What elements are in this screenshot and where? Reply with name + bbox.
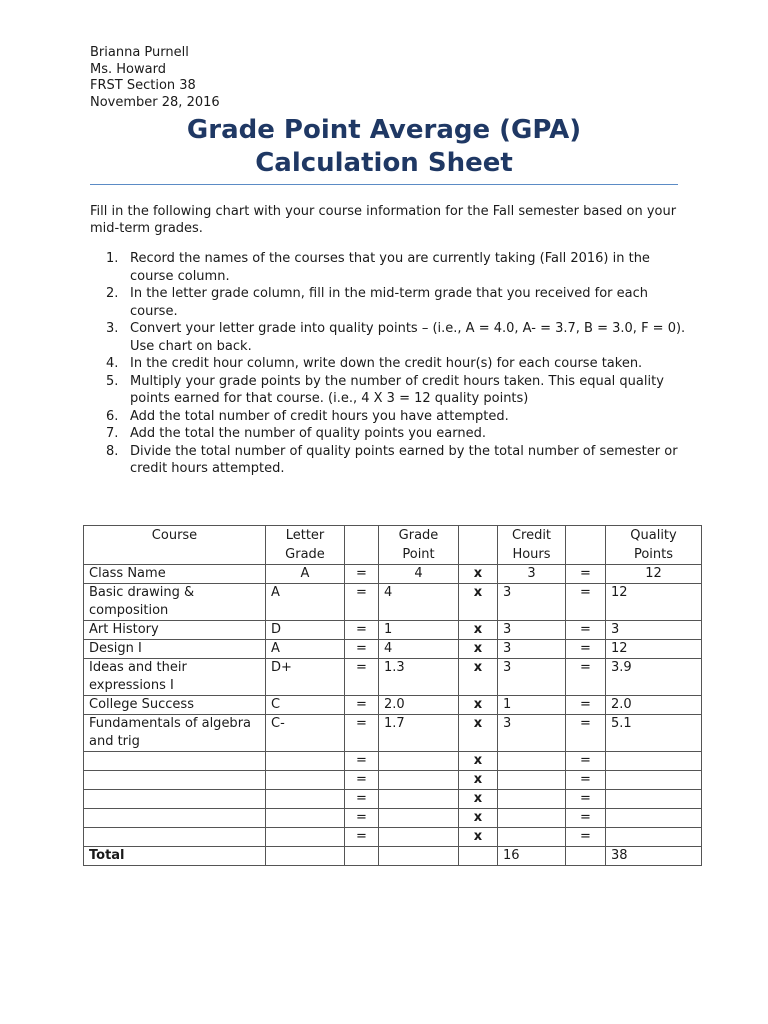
times-sign: x — [459, 809, 498, 828]
cell-quality-points: 12 — [606, 584, 702, 621]
cell-letter-grade: C- — [266, 715, 345, 752]
table-header-row — [84, 526, 702, 565]
instruction-text: In the credit hour column, write down the credit hour(s) for each course taken. — [130, 356, 643, 371]
cell-grade-point: 1.3 — [379, 659, 459, 696]
equals-sign: = — [566, 696, 606, 715]
times-sign: x — [459, 621, 498, 640]
document-date: November 28, 2016 — [90, 94, 220, 110]
instruction-item — [90, 285, 690, 320]
title-line-1: Grade Point Average (GPA) — [186, 115, 582, 145]
empty-row — [84, 771, 702, 790]
gpa-table — [83, 525, 702, 866]
cell-quality-points — [606, 752, 702, 771]
instruction-text: Divide the total number of quality points earned by the total number of semester or credit hours attempted. — [130, 443, 678, 476]
header-grade-point: Grade Point — [379, 526, 459, 565]
cell-letter-grade: A — [266, 565, 345, 584]
equals-sign: = — [566, 659, 606, 696]
page-title — [90, 114, 678, 180]
cell-grade-point: 4 — [379, 640, 459, 659]
equals-sign: = — [345, 584, 379, 621]
course-section: FRST Section 38 — [90, 78, 196, 93]
total-credit-hours: 16 — [498, 847, 566, 866]
header-spacer — [345, 526, 379, 565]
cell-course — [84, 771, 266, 790]
cell-credit-hours — [498, 752, 566, 771]
times-sign: x — [459, 771, 498, 790]
cell-letter-grade: D+ — [266, 659, 345, 696]
header-course: Course — [84, 526, 266, 565]
total-label: Total — [84, 847, 266, 866]
times-sign: x — [459, 584, 498, 621]
instruction-number: 4. — [106, 356, 119, 371]
empty-row — [84, 752, 702, 771]
instruction-text: Record the names of the courses that you are currently taking (Fall 2016) in the course column. — [130, 251, 650, 284]
table-row — [84, 621, 702, 640]
intro-paragraph: Fill in the following chart with your course information for the Fall semester based on your mid-term grades. — [90, 204, 677, 236]
cell-quality-points — [606, 790, 702, 809]
cell-letter-grade — [266, 828, 345, 847]
cell-course: Fundamentals of algebra and trig — [84, 715, 266, 752]
cell-letter-grade — [266, 752, 345, 771]
cell-grade-point — [379, 847, 459, 866]
example-row — [84, 565, 702, 584]
header-quality-points: Quality Points — [606, 526, 702, 565]
equals-sign: = — [345, 659, 379, 696]
instruction-item — [90, 425, 690, 443]
equals-sign: = — [566, 584, 606, 621]
cell-grade-point: 2.0 — [379, 696, 459, 715]
equals-sign: = — [345, 752, 379, 771]
equals-sign: = — [345, 715, 379, 752]
cell-spacer — [345, 847, 379, 866]
cell-course: Ideas and their expressions I — [84, 659, 266, 696]
cell-grade-point: 4 — [379, 565, 459, 584]
cell-credit-hours — [498, 828, 566, 847]
cell-grade-point: 1 — [379, 621, 459, 640]
table-row — [84, 659, 702, 696]
teacher-name: Ms. Howard — [90, 61, 166, 77]
equals-sign: = — [566, 790, 606, 809]
equals-sign: = — [566, 809, 606, 828]
instruction-text: Multiply your grade points by the number of credit hours taken. This equal quality points earned for that course. (i.e., 4 X 3 = 12 quality points) — [130, 373, 664, 406]
instruction-item — [90, 320, 690, 355]
cell-grade-point — [379, 828, 459, 847]
table-row — [84, 584, 702, 621]
cell-grade-point — [379, 771, 459, 790]
instruction-number: 5. — [106, 373, 119, 389]
total-quality-points: 38 — [606, 847, 702, 866]
cell-grade-point — [379, 790, 459, 809]
empty-row — [84, 828, 702, 847]
times-sign: x — [459, 715, 498, 752]
cell-course: College Success — [84, 696, 266, 715]
equals-sign: = — [566, 640, 606, 659]
cell-course — [84, 828, 266, 847]
times-sign: x — [459, 752, 498, 771]
cell-quality-points: 3.9 — [606, 659, 702, 696]
table-row — [84, 715, 702, 752]
instruction-text: Add the total the number of quality points you earned. — [130, 426, 487, 441]
cell-course: Class Name — [84, 565, 266, 584]
times-sign: x — [459, 565, 498, 584]
cell-quality-points — [606, 828, 702, 847]
header-credit-hours: Credit Hours — [498, 526, 566, 565]
cell-letter-grade — [266, 847, 345, 866]
equals-sign: = — [566, 715, 606, 752]
equals-sign: = — [566, 771, 606, 790]
cell-credit-hours: 3 — [498, 659, 566, 696]
empty-row — [84, 790, 702, 809]
title-line-2: Calculation Sheet — [255, 148, 513, 178]
instruction-item — [90, 355, 690, 373]
cell-course — [84, 809, 266, 828]
cell-grade-point: 1.7 — [379, 715, 459, 752]
instruction-list — [90, 250, 690, 478]
cell-course — [84, 790, 266, 809]
cell-spacer — [566, 847, 606, 866]
times-sign: x — [459, 696, 498, 715]
cell-quality-points: 2.0 — [606, 696, 702, 715]
table-row — [84, 696, 702, 715]
times-sign: x — [459, 659, 498, 696]
equals-sign: = — [345, 771, 379, 790]
table-row — [84, 640, 702, 659]
cell-quality-points: 3 — [606, 621, 702, 640]
instruction-number: 1. — [106, 251, 119, 266]
student-name: Brianna Purnell — [90, 45, 189, 60]
header-letter-grade: Letter Grade — [266, 526, 345, 565]
cell-letter-grade — [266, 790, 345, 809]
empty-row — [84, 809, 702, 828]
cell-course — [84, 752, 266, 771]
cell-grade-point — [379, 809, 459, 828]
equals-sign: = — [566, 828, 606, 847]
equals-sign: = — [345, 696, 379, 715]
equals-sign: = — [345, 565, 379, 584]
cell-letter-grade: A — [266, 584, 345, 621]
cell-letter-grade: D — [266, 621, 345, 640]
instruction-item — [90, 408, 690, 426]
cell-course: Basic drawing & composition — [84, 584, 266, 621]
instruction-number: 6. — [106, 408, 119, 424]
header-spacer — [566, 526, 606, 565]
cell-quality-points: 5.1 — [606, 715, 702, 752]
times-sign: x — [459, 828, 498, 847]
equals-sign: = — [345, 809, 379, 828]
times-sign: x — [459, 790, 498, 809]
instruction-item — [90, 373, 690, 408]
instruction-number: 2. — [106, 286, 119, 301]
cell-quality-points: 12 — [606, 640, 702, 659]
equals-sign: = — [566, 565, 606, 584]
equals-sign: = — [345, 621, 379, 640]
cell-credit-hours: 3 — [498, 565, 566, 584]
equals-sign: = — [566, 621, 606, 640]
instruction-number: 8. — [106, 443, 119, 459]
cell-credit-hours: 1 — [498, 696, 566, 715]
title-divider — [90, 184, 678, 185]
instruction-item — [90, 443, 690, 478]
cell-credit-hours — [498, 790, 566, 809]
cell-grade-point — [379, 752, 459, 771]
cell-credit-hours: 3 — [498, 640, 566, 659]
cell-spacer — [459, 847, 498, 866]
cell-quality-points — [606, 809, 702, 828]
equals-sign: = — [566, 752, 606, 771]
cell-letter-grade: C — [266, 696, 345, 715]
cell-course: Art History — [84, 621, 266, 640]
instruction-text: In the letter grade column, fill in the mid-term grade that you received for each course. — [130, 286, 648, 319]
cell-letter-grade: A — [266, 640, 345, 659]
cell-quality-points — [606, 771, 702, 790]
cell-letter-grade — [266, 771, 345, 790]
instruction-item — [90, 250, 690, 285]
cell-credit-hours: 3 — [498, 715, 566, 752]
equals-sign: = — [345, 828, 379, 847]
instruction-number: 3. — [106, 321, 119, 336]
cell-credit-hours: 3 — [498, 584, 566, 621]
instruction-text: Convert your letter grade into quality points – (i.e., A = 4.0, A- = 3.7, B = 3.0, F = 0). Use chart on back. — [130, 321, 686, 354]
instruction-text: Add the total number of credit hours you have attempted. — [130, 408, 509, 424]
document-header — [90, 45, 220, 111]
instruction-number: 7. — [106, 426, 119, 441]
cell-grade-point: 4 — [379, 584, 459, 621]
cell-credit-hours: 3 — [498, 621, 566, 640]
times-sign: x — [459, 640, 498, 659]
cell-course: Design I — [84, 640, 266, 659]
cell-quality-points: 12 — [606, 565, 702, 584]
equals-sign: = — [345, 640, 379, 659]
cell-credit-hours — [498, 771, 566, 790]
cell-letter-grade — [266, 809, 345, 828]
equals-sign: = — [345, 790, 379, 809]
total-row — [84, 847, 702, 866]
header-spacer — [459, 526, 498, 565]
cell-credit-hours — [498, 809, 566, 828]
